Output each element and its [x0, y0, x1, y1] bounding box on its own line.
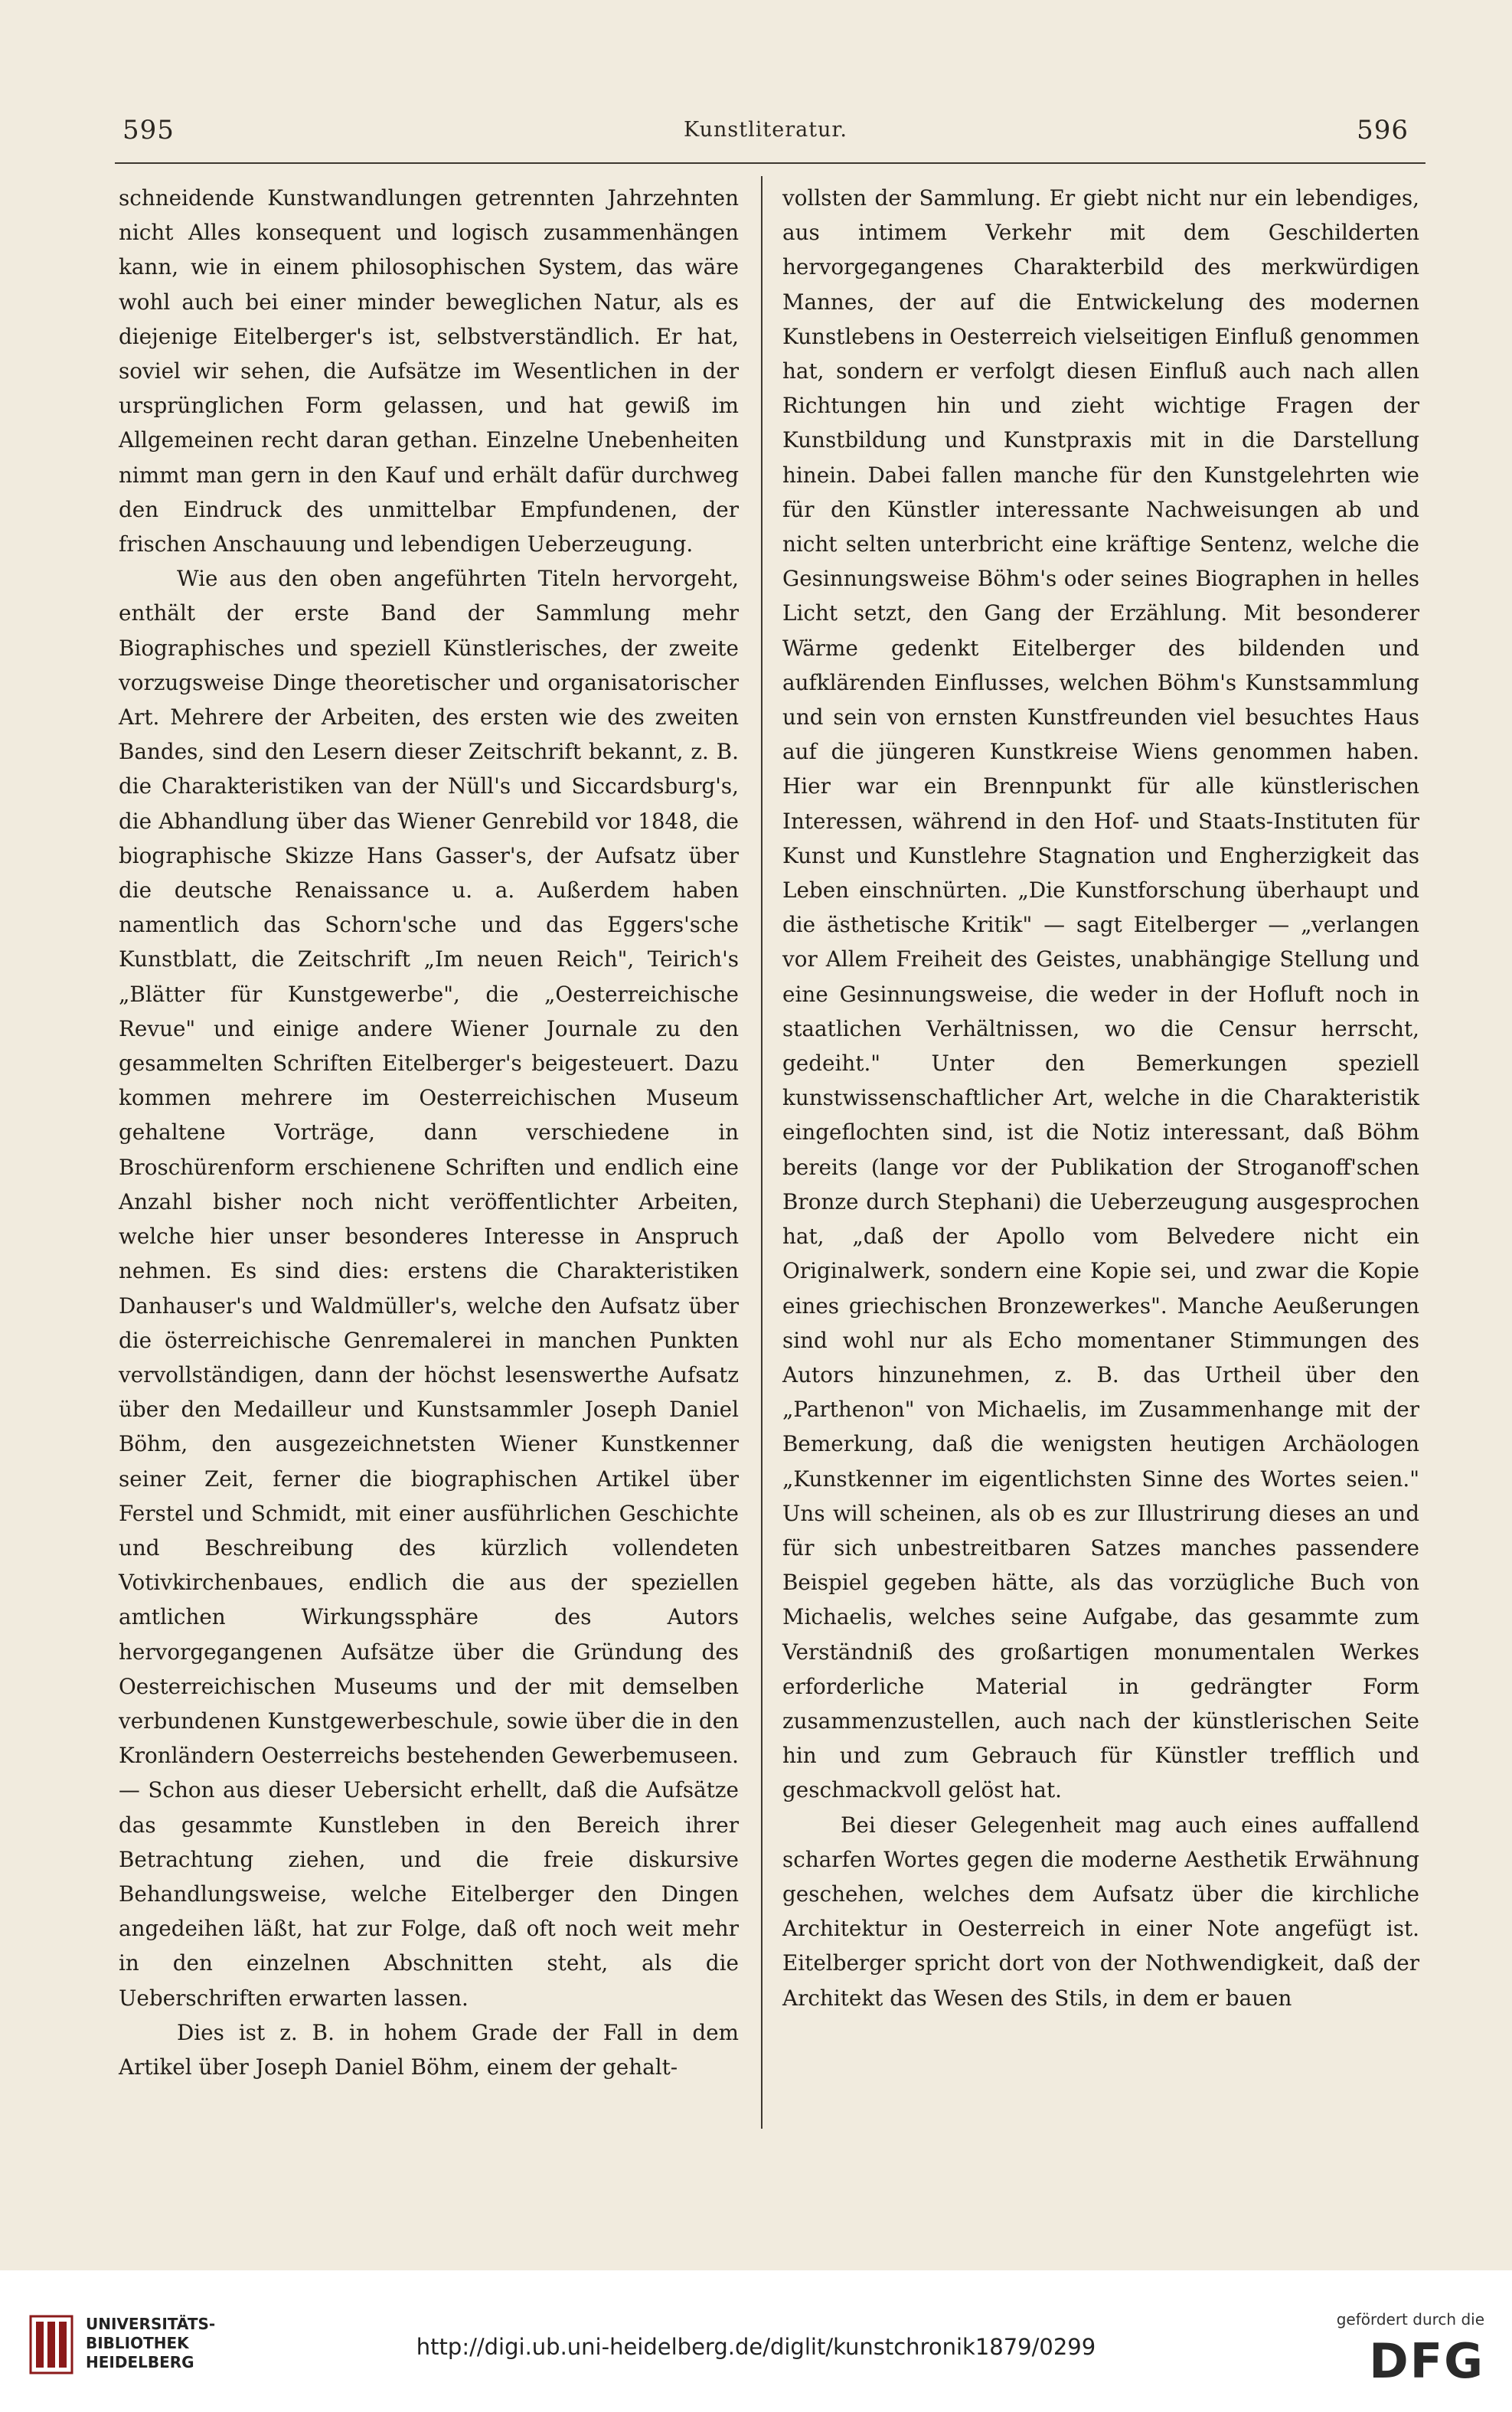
- dfg-logo: DFG: [1369, 2333, 1484, 2389]
- left-paragraph-2: Wie aus den oben angeführten Titeln hervorgeht, enthält der erste Band der Sammlung mehr Biographisches und speziell Künstlerisches, der zweite vorzugsweise Dinge theoretischer und organisatorischer Art. Mehrere der Arbeiten, des ersten wie des zweiten Bandes, sind den Lesern dieser Zeitschrift bekannt, z. B. die Charakteristiken van der Nüll's und Siccardsburg's, die Abhandlung über das Wiener Genrebild vor 1848, die biographische Skizze Hans Gasser's, der Aufsatz über die deutsche Renaissance u. a. Außerdem haben namentlich das Schorn'sche und das Eggers'sche Kunstblatt, die Zeitschrift „Im neuen Reich", Teirich's „Blätter für Kunstgewerbe", die „Oesterreichische Revue" und einige andere Wiener Journale zu den gesammelten Schriften Eitelberger's beigesteuert. Dazu kommen mehrere im Oesterreichischen Museum gehaltene Vorträge, dann verschiedene in Broschürenform erschienene Schriften und endlich eine Anzahl bisher noch nicht veröffentlichter Arbeiten, welche hier unser besonderes Interesse in Anspruch nehmen. Es sind dies: erstens die Charakteristiken Danhauser's und Waldmüller's, welche den Aufsatz über die österreichische Genremalerei in manchen Punkten vervollständigen, dann der höchst lesenswerthe Aufsatz über den Medailleur und Kunstsammler Joseph Daniel Böhm, den ausgezeichnetsten Wiener Kunstkenner seiner Zeit, ferner die biographischen Artikel über Ferstel und Schmidt, mit einer ausführlichen Geschichte und Beschreibung des kürzlich vollendeten Votivkirchenbaues, endlich die aus der speziellen amtlichen Wirkungssphäre des Autors hervorgegangenen Aufsätze über die Gründung des Oesterreichischen Museums und der mit demselben verbundenen Kunstgewerbeschule, sowie über die in den Kronländern Oesterreichs bestehenden Gewerbemuseen. — Schon aus dieser Uebersicht erhellt, daß die Aufsätze das gesammte Kunstleben in den Bereich ihrer Betrachtung ziehen, und die freie diskursive Behandlungsweise, welche Eitelberger den Dingen angedeihen läßt, hat zur Folge, daß oft noch weit mehr in den einzelnen Abschnitten steht, als die Ueberschriften erwarten lassen.: [119, 566, 739, 2011]
- right-paragraph-2: Bei dieser Gelegenheit mag auch eines auffallend scharfen Wortes gegen die moderne Aesthetik Erwähnung geschehen, welches dem Aufsatz über die kirchliche Architektur in Oesterreich in einer Note angefügt ist. Eitelberger spricht dort von der Nothwendigkeit, daß der Architekt das Wesen des Stils, in dem er bauen: [782, 1812, 1419, 2011]
- left-text-column: [119, 181, 739, 2141]
- right-paragraph-1: vollsten der Sammlung. Er giebt nicht nur ein lebendiges, aus intimem Verkehr mit dem Geschilderten hervorgegangenes Charakterbild des merkwürdigen Mannes, der auf die Entwickelung des modernen Kunstlebens in Oesterreich vielseitigen Einfluß genommen hat, sondern er verfolgt diesen Einfluß auch nach allen Richtungen hin und zieht wichtige Fragen der Kunstbildung und Kunstpraxis mit in die Darstellung hinein. Dabei fallen manche für den Kunstgelehrten wie für den Künstler interessante Nachweisungen ab und nicht selten unterbricht eine kräftige Sentenz, welche die Gesinnungsweise Böhm's oder seines Biographen in helles Licht setzt, den Gang der Erzählung. Mit besonderer Wärme gedenkt Eitelberger des bildenden und aufklärenden Einflusses, welchen Böhm's Kunstsammlung und sein von ernsten Kunstfreunden viel besuchtes Haus auf die jüngeren Kunstkreise Wiens genommen haben. Hier war ein Brennpunkt für alle künstlerischen Interessen, während in den Hof- und Staats-Instituten für Kunst und Kunstlehre Stagnation und Engherzigkeit das Leben einschnürten. „Die Kunstforschung überhaupt und die ästhetische Kritik" — sagt Eitelberger — „verlangen vor Allem Freiheit des Geistes, unabhängige Stellung und eine Gesinnungsweise, die weder in der Hofluft noch in staatlichen Verhältnissen, wo die Censur herrscht, gedeiht." Unter den Bemerkungen speziell kunstwissenschaftlicher Art, welche in die Charakteristik eingeflochten sind, ist die Notiz interessant, daß Böhm bereits (lange vor der Publikation der Stroganoff'schen Bronze durch Stephani) die Ueberzeugung ausgesprochen hat, „daß der Apollo vom Belvedere nicht ein Originalwerk, sondern eine Kopie sei, und zwar die Kopie eines griechischen Bronzewerkes". Manche Aeußerungen sind wohl nur als Echo momentaner Stimmungen des Autors hinzunehmen, z. B. das Urtheil über den „Parthenon" von Michaelis, im Zusammenhange mit der Bemerkung, daß die wenigsten heutigen Archäologen „Kunstkenner im eigentlichsten Sinne des Wortes seien." Uns will scheinen, als ob es zur Illustrirung dieses an und für sich unbestreitbaren Satzes manches passendere Beispiel gegeben hätte, als das vorzügliche Buch von Michaelis, welches seine Aufgabe, das gesammte zum Verständniß des großartigen monumentalen Werkes erforderliche Material in gedrängter Form zusammenzustellen, auch nach der künstlerischen Seite hin und zum Gebrauch für Künstler trefflich und geschmackvoll gelöst hat.: [782, 185, 1419, 1803]
- left-page-number: 595: [122, 115, 175, 145]
- digitization-footer: [0, 2270, 1512, 2412]
- library-name-line-3: HEIDELBERG: [86, 2353, 194, 2371]
- page-header: [115, 115, 1416, 158]
- university-library-logo-icon: [29, 2315, 73, 2374]
- funding-label: gefördert durch die: [1336, 2310, 1484, 2329]
- library-name: [86, 2315, 215, 2372]
- left-paragraph-3: Dies ist z. B. in hohem Grade der Fall in dem Artikel über Joseph Daniel Böhm, einem der gehalt-: [119, 2019, 739, 2080]
- column-divider: [761, 176, 763, 2129]
- library-name-line-2: BIBLIOTHEK: [86, 2334, 189, 2352]
- header-rule: [115, 162, 1425, 164]
- left-paragraph-1: schneidende Kunstwandlungen getrennten Jahrzehnten nicht Alles konsequent und logisch zusammenhängen kann, wie in einem philosophischen System, das wäre wohl auch bei einer minder beweglichen Natur, als es diejenige Eitelberger's ist, selbstverständlich. Er hat, soviel wir sehen, die Aufsätze im Wesentlichen in der ursprünglichen Form gelassen, und hat gewiß im Allgemeinen recht daran gethan. Einzelne Unebenheiten nimmt man gern in den Kauf und erhält dafür durchweg den Eindruck des unmittelbar Empfundenen, der frischen Anschauung und lebendigen Ueberzeugung.: [119, 185, 739, 557]
- right-page-number: 596: [1357, 115, 1409, 145]
- library-name-line-1: UNIVERSITÄTS-: [86, 2315, 216, 2333]
- permalink-url[interactable]: http://digi.ub.uni-heidelberg.de/diglit/kunstchronik1879/0299: [416, 2334, 1096, 2360]
- right-text-column: [782, 181, 1419, 2141]
- running-title: Kunstliteratur.: [684, 118, 847, 142]
